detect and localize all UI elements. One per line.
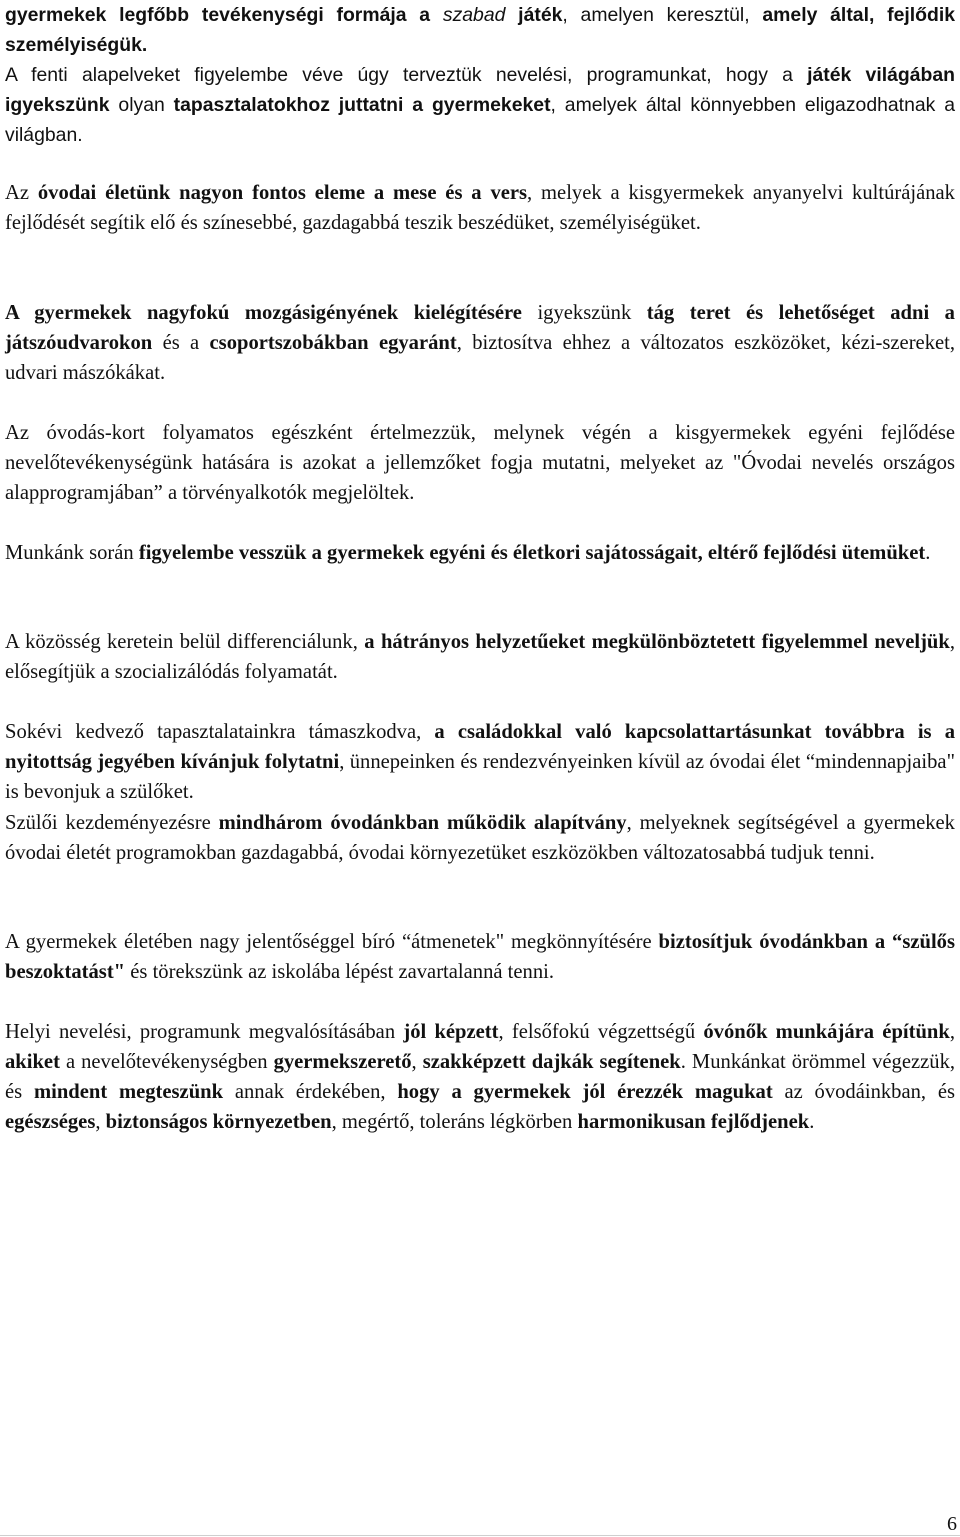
page-number: 6 — [947, 1513, 957, 1535]
text-run: Munkánk során — [5, 542, 139, 564]
text-run: annak érdekében, — [223, 1081, 398, 1103]
text-run: és törekszünk az iskolába lépést zavartalanná tenni. — [125, 961, 554, 983]
text-run: , ünnepeinken és rendezvényeinken kívül az óvodai élet “mindennapjaiba" is bevonjuk a szülőket. — [5, 751, 955, 803]
paragraph-kindergarten-age — [5, 418, 955, 508]
paragraph-family-relations — [5, 717, 955, 807]
text-run: . — [809, 1111, 815, 1133]
text-run: játék — [505, 4, 563, 26]
text-run: , biztosítva ehhez a változatos eszközöket, kézi-szereket, udvari mászókákat. — [5, 332, 956, 384]
text-run: óvónők munkájára építünk — [703, 1021, 950, 1043]
text-run: szabad — [442, 4, 506, 26]
text-run: , felsőfokú végzettségű — [498, 1021, 704, 1043]
text-run: tág teret és lehetőséget adni a játszóudvarokon — [5, 302, 955, 354]
text-run: mindhárom óvodánkban működik alapítvány — [218, 812, 627, 834]
text-run: akiket — [5, 1051, 60, 1073]
text-run: az óvodáinkban, és — [772, 1081, 955, 1103]
text-run: Az óvodás-kort folyamatos egészként értelmezzük, melynek végén a kisgyermekek egyéni fejlődése nevelőtevékenységünk hatására is azokat a jellemzőket fogja mutatni, melyeket az "Óvodai nevelés országos alapprogramjában” a törvényalkotók megjelöltek. — [5, 422, 955, 504]
paragraph-movement-needs — [5, 298, 955, 388]
text-run: harmonikusan fejlődjenek — [577, 1111, 810, 1133]
text-run: A fenti alapelveket figyelembe véve úgy terveztük nevelési, programunkat, hogy a — [5, 64, 808, 86]
text-run: A gyermekek nagyfokú mozgásigényének kielégítésére — [5, 302, 522, 324]
text-run: játék világában igyekszünk — [5, 64, 955, 116]
paragraph-play-and-principles — [5, 0, 955, 150]
text-run: , melyeknek segítségével a gyermekek óvodai életét programokban gazdagabbá, óvodai környezetüket eszközökben változatosabbá tudjuk tenni. — [5, 812, 955, 864]
text-run: , — [411, 1051, 423, 1073]
text-run: , megértő, toleráns légkörben — [331, 1111, 578, 1133]
paragraph-transitions — [5, 927, 955, 987]
text-run: csoportszobákban egyaránt — [209, 332, 457, 354]
text-run: gyermekszerető — [273, 1051, 412, 1073]
text-run: , — [95, 1111, 106, 1133]
text-run: gyermekek legfőbb tevékenységi formája a — [5, 4, 443, 26]
text-run: igyekszünk — [521, 302, 647, 324]
text-run: a hátrányos helyzetűeket megkülönböztetett figyelemmel neveljük — [364, 631, 950, 653]
text-run: , amelyek által könnyebben eligazodhatnak a világban. — [5, 94, 955, 146]
text-run: Az — [5, 182, 38, 204]
text-run: mindent megteszünk — [33, 1081, 224, 1103]
text-run: egészséges — [5, 1111, 96, 1133]
text-run: olyan — [109, 94, 174, 116]
text-run: amely által, fejlődik személyiségük. — [5, 4, 955, 56]
paragraph-individual-traits — [5, 538, 955, 568]
paragraph-staff — [5, 1017, 955, 1137]
text-run: , — [949, 1021, 955, 1043]
text-run: A gyermekek életében nagy jelentőséggel bíró “átmenetek" megkönnyítésére — [5, 931, 659, 953]
text-run: Helyi nevelési, programunk megvalósításában — [5, 1021, 404, 1043]
text-run: figyelembe vesszük a gyermekek egyéni és életkori sajátosságait, eltérő fejlődési ütemüket — [138, 542, 926, 564]
text-run: Szülői kezdeményezésre — [5, 812, 219, 834]
paragraph-tales-and-poems — [5, 178, 955, 238]
text-run: A közösség keretein belül differenciálunk, — [5, 631, 365, 653]
page-bottom-edge — [0, 1535, 960, 1536]
text-run: , amelyen keresztül, — [562, 4, 763, 26]
text-run: a nevelőtevékenységben — [59, 1051, 274, 1073]
text-run: . — [925, 542, 931, 564]
text-run: hogy a gyermekek jól érezzék magukat — [397, 1081, 773, 1103]
paragraph-foundation — [5, 808, 955, 868]
text-run: biztosítjuk óvodánkban a “szülős beszoktatást" — [5, 931, 955, 983]
paragraph-differentiation — [5, 627, 955, 687]
text-run: tapasztalatokhoz juttatni a gyermekeket — [173, 94, 551, 116]
text-run: biztonságos környezetben — [105, 1111, 332, 1133]
text-run: és a — [152, 332, 210, 354]
text-run: a családokkal való kapcsolattartásunkat továbbra is a nyitottság jegyében kívánjuk folytatni — [5, 721, 955, 773]
text-run: jól képzett — [403, 1021, 499, 1043]
text-run: , elősegítjük a szocializálódás folyamatát. — [5, 631, 955, 683]
text-run: Sokévi kedvező tapasztalatainkra támaszkodva, — [5, 721, 435, 743]
text-run: óvodai életünk nagyon fontos eleme a mese és a vers — [37, 182, 528, 204]
text-run: , melyek a kisgyermekek anyanyelvi kultúrájának fejlődését segítik elő és színesebbé, gazdagabbá teszik beszédüket, személyiségüket. — [5, 182, 955, 234]
text-run: . Munkánkat örömmel végezzük, és — [5, 1051, 956, 1103]
text-run: szakképzett dajkák segítenek — [422, 1051, 681, 1073]
